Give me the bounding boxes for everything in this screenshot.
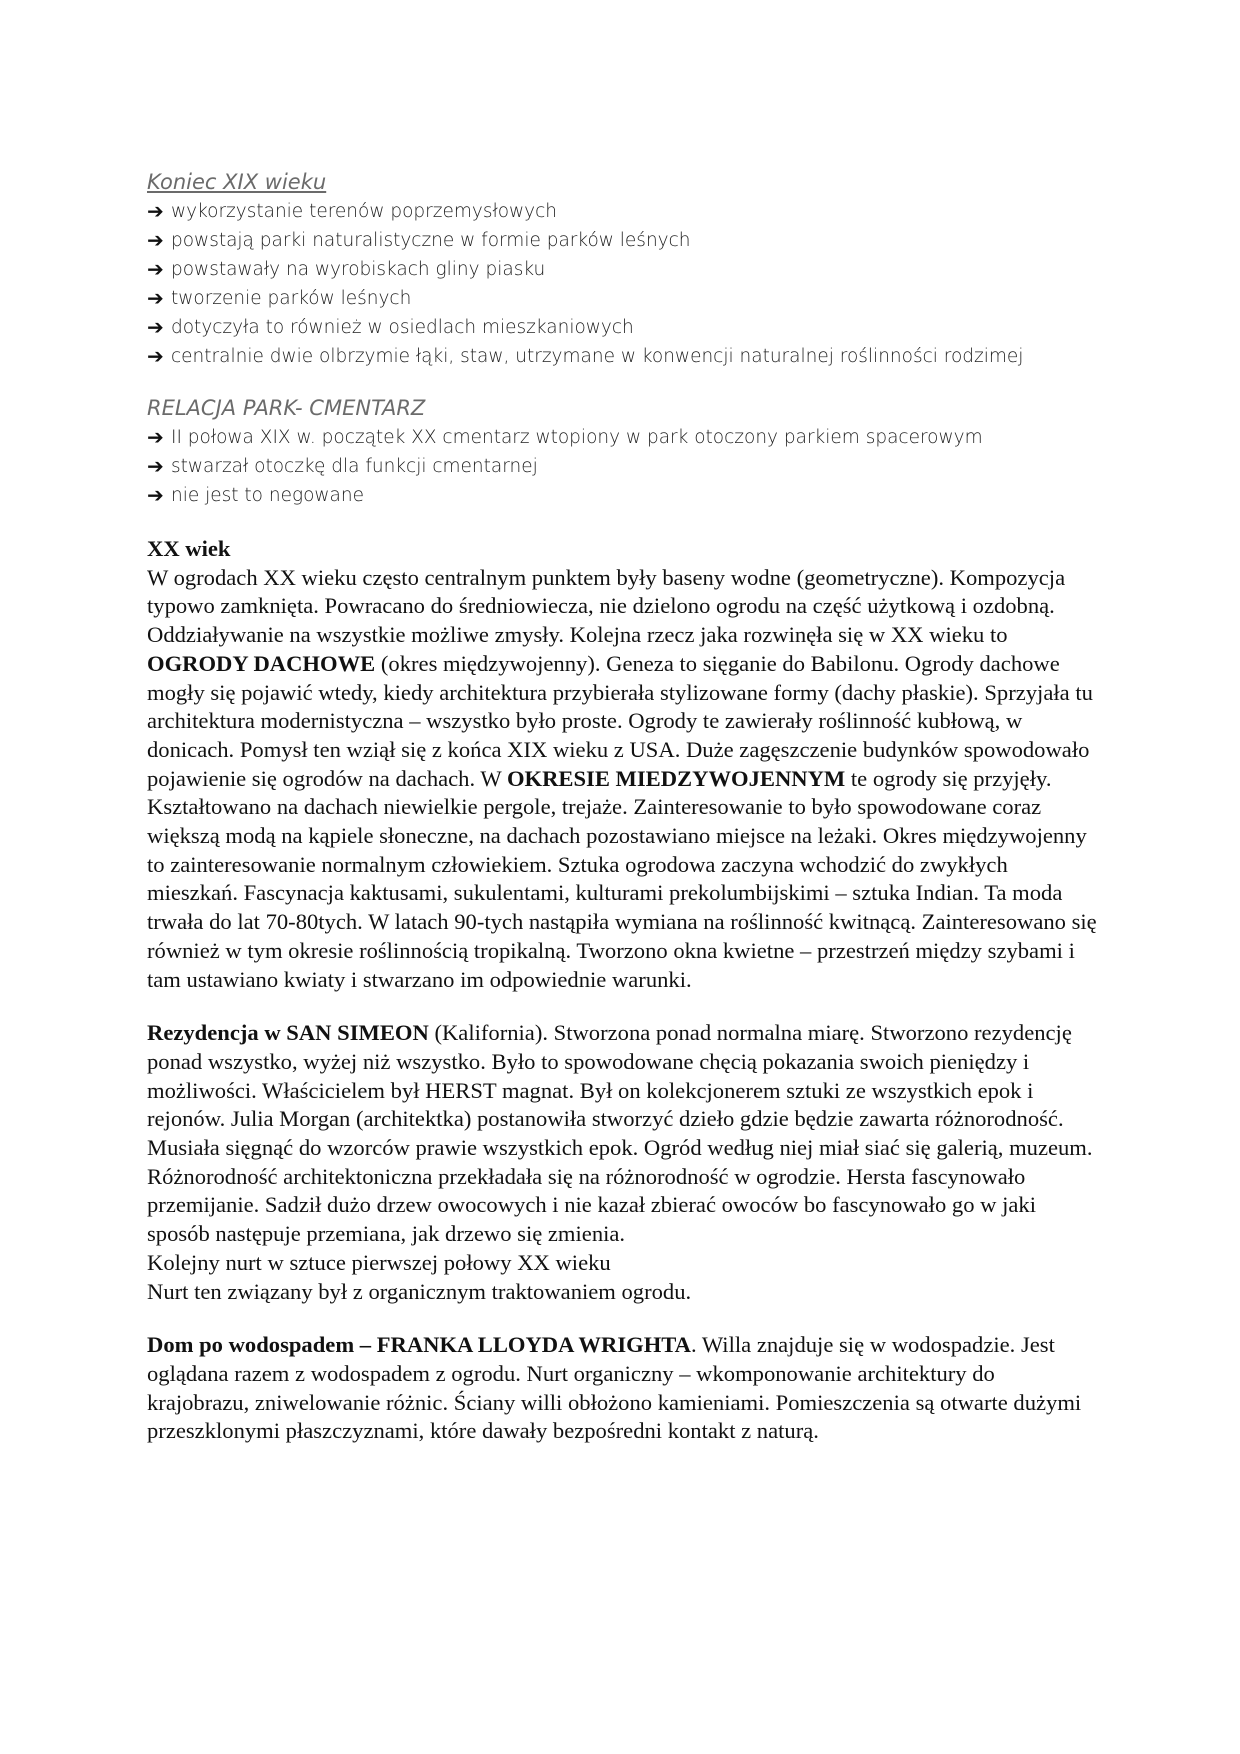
paragraph-line: Nurt ten związany był z organicznym traktowaniem ogrodu. xyxy=(147,1278,692,1304)
list-item-text: powstają parki naturalistyczne w formie parków leśnych xyxy=(171,230,691,251)
spacer xyxy=(147,371,1097,394)
paragraph-text: (okres międzywojenny). Geneza to sięganie do Babilonu. Ogrody dachowe mogły się pojawić wtedy, kiedy architektura przybierała stylizowane formy (dachy płaskie). Sprzyjała tu architektura modernistyczna – wszystko było proste. Ogrody te zawierały roślinność kubłową, w donicach. Pomysł ten wziął się z końca XIX wieku z USA. Duże zagęszczenie budynków spowodowało pojawienie się ogrodów na dachach. W xyxy=(147,650,1093,791)
paragraph-text: (Kalifornia). Stworzona ponad normalna miarę. Stworzono rezydencję ponad wszystko, wyżej niż wszystko. Było to spowodowane chęcią pokazania swoich pieniędzy i możliwości. Właścicielem był HERST magnat. Był on kolekcjonerem sztuki ze wszystkich epok i rejonów. Julia Morgan (architektka) postanowiła stworzyć dzieło gdzie będzie zawarta różnorodność. Musiała sięgnąć do wzorców prawie wszystkich epok. Ogród według niej miał siać się galerią, muzeum. Różnorodność architektoniczna przekładała się na różnorodność w ogrodzie. Hersta fascynowało przemijanie. Sadził dużo drzew owocowych i nie kazał zbierać owoców bo fascynowało go w jaki sposób następuje przemiana, jak drzewo się zmienia. xyxy=(147,1020,1093,1247)
section-xx-wiek xyxy=(147,535,1097,994)
bold-text: Rezydencja w SAN SIMEON xyxy=(147,1020,429,1046)
right-arrow-icon: ➔ xyxy=(147,286,164,310)
right-arrow-icon: ➔ xyxy=(147,315,164,339)
section-heading: XX wiek xyxy=(147,536,231,561)
list-item xyxy=(147,255,1097,284)
list-item-text: tworzenie parków leśnych xyxy=(171,288,412,309)
section-heading: Koniec XIX wieku xyxy=(147,170,327,194)
list-item-text: wykorzystanie terenów poprzemysłowych xyxy=(171,201,558,222)
section-heading: RELACJA PARK- CMENTARZ xyxy=(147,396,426,420)
spacer xyxy=(147,510,1097,535)
bold-text: Dom po wodospadem – FRANKA LLOYDA WRIGHTA xyxy=(147,1332,691,1358)
document-page xyxy=(147,168,1097,1446)
paragraph-text: . Willa znajduje się w wodospadzie. Jest oglądana razem z wodospadem z ogrodu. Nurt organiczny – wkomponowanie architektury do krajobrazu, zniwelowanie różnic. Ściany willi obłożono kamieniami. Pomieszczenia są otwarte dużymi przeszklonymi płaszczyznami, które dawały bezpośredni kontakt z naturą. xyxy=(147,1332,1082,1444)
list-item xyxy=(147,342,1097,371)
paragraph xyxy=(147,564,1097,995)
paragraph-line: Kolejny nurt w sztuce pierwszej połowy XX wieku xyxy=(147,1249,611,1275)
list-item-text: centralnie dwie olbrzymie łąki, staw, utrzymane w konwencji naturalnej roślinności rodzimej xyxy=(171,346,1024,367)
list-item-text: powstawały na wyrobiskach gliny piasku xyxy=(171,259,546,280)
list-item-text: dotyczyła to również w osiedlach mieszkaniowych xyxy=(171,317,634,338)
section-koniec-xix xyxy=(147,168,1097,371)
paragraph xyxy=(147,1331,1097,1446)
right-arrow-icon: ➔ xyxy=(147,199,164,223)
right-arrow-icon: ➔ xyxy=(147,483,164,507)
bold-text: OGRODY DACHOWE xyxy=(147,650,376,676)
list-item xyxy=(147,313,1097,342)
arrow-list xyxy=(147,423,1097,510)
list-item xyxy=(147,197,1097,226)
list-item-text: stwarzał otoczkę dla funkcji cmentarnej xyxy=(171,456,538,477)
paragraph-text: te ogrody się przyjęły. Kształtowano na dachach niewielkie pergole, trejaże. Zainteresowanie to było spowodowane coraz większą modą na kąpiele słoneczne, na dachach pozostawiano miejsce na leżaki. Okres międzywojenny to zainteresowanie normalnym człowiekiem. Sztuka ogrodowa zaczyna wchodzić do zwykłych mieszkań. Fascynacja kaktusami, sukulentami, kulturami prekolumbijskimi – sztuka Indian. Ta moda trwała do lat 70-80tych. W latach 90-tych nastąpiła wymiana na roślinność kwitnącą. Zainteresowano się również w tym okresie roślinnością tropikalną. Tworzono okna kwietne – przestrzeń między szybami i tam ustawiano kwiaty i stwarzano im odpowiednie warunki. xyxy=(147,765,1097,992)
right-arrow-icon: ➔ xyxy=(147,228,164,252)
spacer xyxy=(147,994,1097,1019)
section-wright xyxy=(147,1331,1097,1446)
section-relacja-park-cmentarz xyxy=(147,394,1097,510)
paragraph-text: W ogrodach XX wieku często centralnym punktem były baseny wodne (geometryczne). Kompozycja typowo zamknięta. Powracano do średniowiecza, nie dzielono ogrodu na część użytkową i ozdobną. Oddziaływanie na wszystkie możliwe zmysły. Kolejna rzecz jaka rozwinęła się w XX wieku to xyxy=(147,564,1066,648)
list-item xyxy=(147,452,1097,481)
arrow-list xyxy=(147,197,1097,371)
list-item-text: nie jest to negowane xyxy=(171,485,364,506)
list-item-text: II połowa XIX w. początek XX cmentarz wtopiony w park otoczony parkiem spacerowym xyxy=(171,427,983,448)
list-item xyxy=(147,284,1097,313)
spacer xyxy=(147,1306,1097,1331)
list-item xyxy=(147,481,1097,510)
paragraph xyxy=(147,1019,1097,1249)
bold-text: OKRESIE MIEDZYWOJENNYM xyxy=(506,765,846,791)
right-arrow-icon: ➔ xyxy=(147,344,164,368)
list-item xyxy=(147,423,1097,452)
right-arrow-icon: ➔ xyxy=(147,425,164,449)
section-san-simeon xyxy=(147,1019,1097,1306)
right-arrow-icon: ➔ xyxy=(147,257,164,281)
right-arrow-icon: ➔ xyxy=(147,454,164,478)
list-item xyxy=(147,226,1097,255)
